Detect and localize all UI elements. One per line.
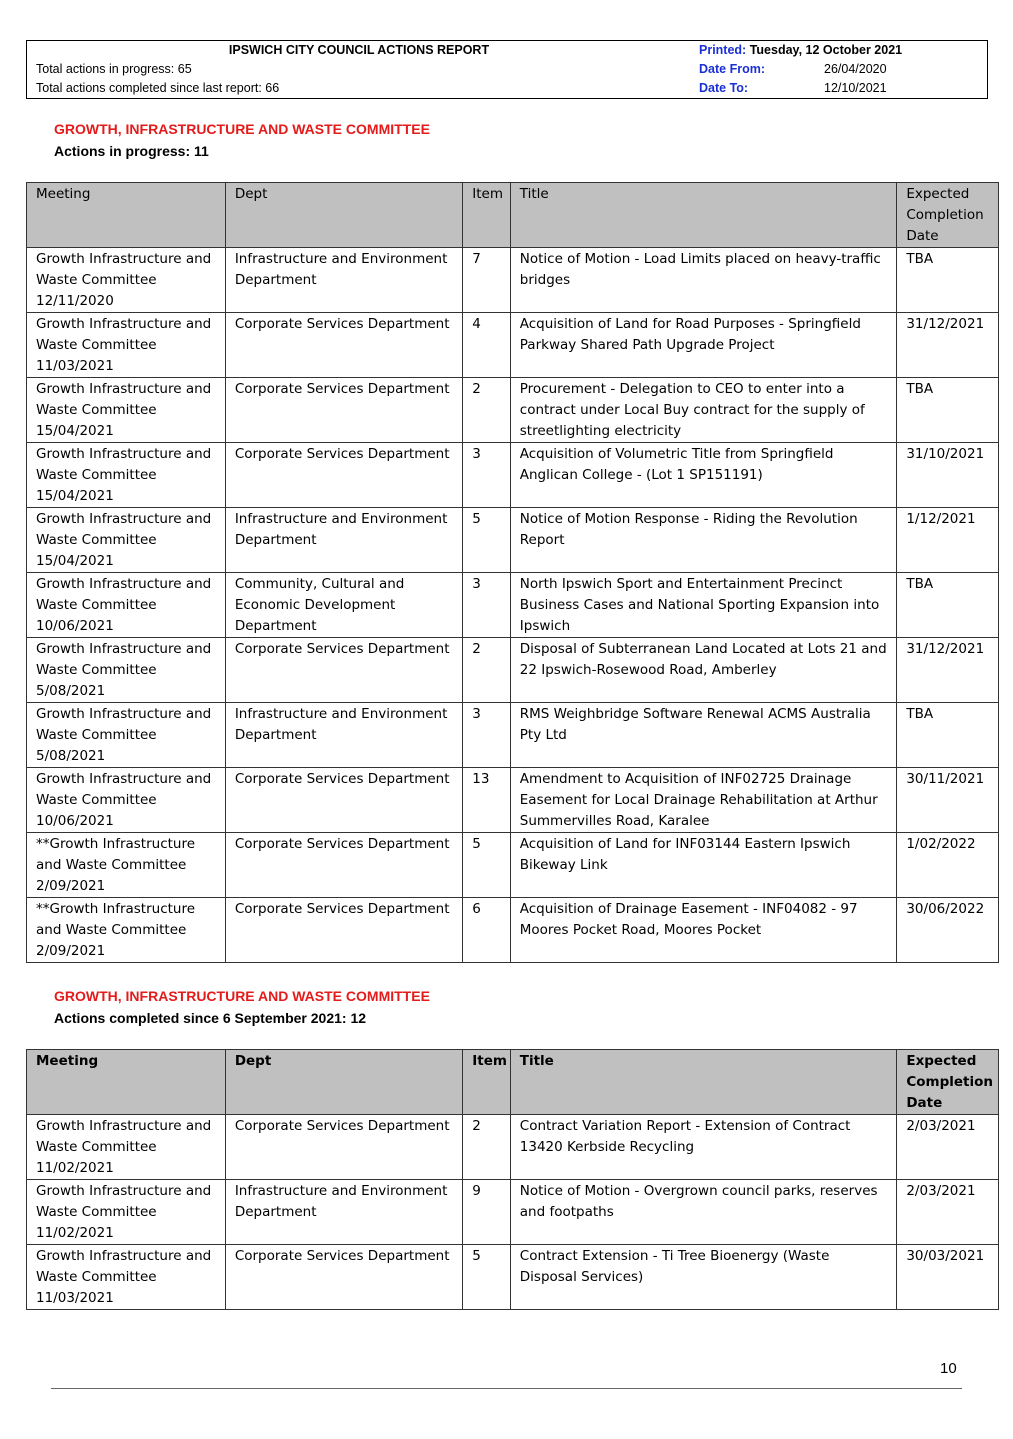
date-to-value: 12/10/2021 xyxy=(824,81,887,95)
cell-expected-date: 31/10/2021 xyxy=(897,443,999,508)
table-row xyxy=(27,508,999,573)
cell-dept: Corporate Services Department xyxy=(225,768,462,833)
cell-dept: Infrastructure and Environment Department xyxy=(225,508,462,573)
table-header-row xyxy=(27,183,999,248)
cell-meeting: Growth Infrastructure and Waste Committee 11/02/2021 xyxy=(27,1180,226,1245)
cell-item: 5 xyxy=(463,508,510,573)
total-completed: Total actions completed since last report: 66 xyxy=(36,81,280,95)
actions-in-progress-table xyxy=(26,182,999,963)
report-header-box xyxy=(26,40,988,99)
cell-meeting: Growth Infrastructure and Waste Committee 5/08/2021 xyxy=(27,638,226,703)
cell-dept: Infrastructure and Environment Department xyxy=(225,1180,462,1245)
col-header-item: Item xyxy=(463,1050,510,1115)
cell-meeting: Growth Infrastructure and Waste Committee 15/04/2021 xyxy=(27,508,226,573)
cell-dept: Corporate Services Department xyxy=(225,1115,462,1180)
table-row xyxy=(27,248,999,313)
cell-dept: Corporate Services Department xyxy=(225,833,462,898)
cell-expected-date: 2/03/2021 xyxy=(897,1180,999,1245)
cell-meeting: Growth Infrastructure and Waste Committee 5/08/2021 xyxy=(27,703,226,768)
actions-completed-table xyxy=(26,1049,999,1310)
table-row xyxy=(27,703,999,768)
col-header-title: Title xyxy=(510,1050,897,1115)
page-number: 10 xyxy=(940,1360,957,1377)
cell-expected-date: 31/12/2021 xyxy=(897,313,999,378)
cell-item: 2 xyxy=(463,638,510,703)
cell-title: Acquisition of Volumetric Title from Springfield Anglican College - (Lot 1 SP151191) xyxy=(510,443,897,508)
table-row xyxy=(27,573,999,638)
col-header-item: Item xyxy=(463,183,510,248)
cell-expected-date: 30/03/2021 xyxy=(897,1245,999,1310)
cell-dept: Corporate Services Department xyxy=(225,313,462,378)
cell-dept: Corporate Services Department xyxy=(225,1245,462,1310)
table-row xyxy=(27,1180,999,1245)
date-to-label: Date To: xyxy=(699,81,749,95)
total-in-progress: Total actions in progress: 65 xyxy=(36,62,192,76)
col-header-title: Title xyxy=(510,183,897,248)
cell-title: RMS Weighbridge Software Renewal ACMS Australia Pty Ltd xyxy=(510,703,897,768)
section-committee-title: GROWTH, INFRASTRUCTURE AND WASTE COMMITTEE xyxy=(54,121,430,137)
cell-meeting: Growth Infrastructure and Waste Committee 11/02/2021 xyxy=(27,1115,226,1180)
cell-expected-date: TBA xyxy=(897,378,999,443)
cell-item: 7 xyxy=(463,248,510,313)
cell-meeting: Growth Infrastructure and Waste Committee 10/06/2021 xyxy=(27,768,226,833)
cell-title: Acquisition of Land for INF03144 Eastern Ipswich Bikeway Link xyxy=(510,833,897,898)
cell-expected-date: TBA xyxy=(897,248,999,313)
cell-meeting: Growth Infrastructure and Waste Committee 15/04/2021 xyxy=(27,378,226,443)
cell-title: Contract Extension - Ti Tree Bioenergy (Waste Disposal Services) xyxy=(510,1245,897,1310)
cell-meeting: **Growth Infrastructure and Waste Committee 2/09/2021 xyxy=(27,898,226,963)
cell-item: 3 xyxy=(463,573,510,638)
cell-dept: Corporate Services Department xyxy=(225,443,462,508)
cell-dept: Community, Cultural and Economic Development Department xyxy=(225,573,462,638)
cell-expected-date: 1/12/2021 xyxy=(897,508,999,573)
cell-expected-date: 1/02/2022 xyxy=(897,833,999,898)
cell-title: Notice of Motion Response - Riding the Revolution Report xyxy=(510,508,897,573)
report-title: IPSWICH CITY COUNCIL ACTIONS REPORT xyxy=(228,43,490,57)
date-from-label: Date From: xyxy=(699,62,765,76)
col-header-date: Expected Completion Date xyxy=(897,1050,999,1115)
cell-title: Acquisition of Land for Road Purposes - Springfield Parkway Shared Path Upgrade Project xyxy=(510,313,897,378)
cell-item: 6 xyxy=(463,898,510,963)
printed-date xyxy=(699,43,902,57)
cell-dept: Infrastructure and Environment Department xyxy=(225,248,462,313)
cell-item: 5 xyxy=(463,833,510,898)
table-row xyxy=(27,443,999,508)
cell-title: Notice of Motion - Load Limits placed on heavy-traffic bridges xyxy=(510,248,897,313)
cell-dept: Infrastructure and Environment Department xyxy=(225,703,462,768)
table-row xyxy=(27,378,999,443)
footer-divider xyxy=(51,1388,962,1389)
cell-title: Procurement - Delegation to CEO to enter into a contract under Local Buy contract for the supply of streetlighting electricity xyxy=(510,378,897,443)
col-header-date: Expected Completion Date xyxy=(897,183,999,248)
cell-title: Disposal of Subterranean Land Located at Lots 21 and 22 Ipswich-Rosewood Road, Amberley xyxy=(510,638,897,703)
cell-expected-date: TBA xyxy=(897,573,999,638)
cell-expected-date: 30/06/2022 xyxy=(897,898,999,963)
cell-item: 5 xyxy=(463,1245,510,1310)
table-row xyxy=(27,768,999,833)
printed-value: Tuesday, 12 October 2021 xyxy=(749,43,903,57)
cell-meeting: Growth Infrastructure and Waste Committee 11/03/2021 xyxy=(27,1245,226,1310)
table-row xyxy=(27,898,999,963)
table-row xyxy=(27,1115,999,1180)
cell-expected-date: 30/11/2021 xyxy=(897,768,999,833)
col-header-dept: Dept xyxy=(225,1050,462,1115)
cell-title: North Ipswich Sport and Entertainment Precinct Business Cases and National Sporting Expansion into Ipswich xyxy=(510,573,897,638)
cell-dept: Corporate Services Department xyxy=(225,378,462,443)
cell-item: 2 xyxy=(463,378,510,443)
cell-title: Acquisition of Drainage Easement - INF04082 - 97 Moores Pocket Road, Moores Pocket xyxy=(510,898,897,963)
cell-item: 3 xyxy=(463,443,510,508)
cell-title: Contract Variation Report - Extension of Contract 13420 Kerbside Recycling xyxy=(510,1115,897,1180)
cell-title: Amendment to Acquisition of INF02725 Drainage Easement for Local Drainage Rehabilitation at Arthur Summervilles Road, Karalee xyxy=(510,768,897,833)
col-header-dept: Dept xyxy=(225,183,462,248)
table-row xyxy=(27,1245,999,1310)
cell-meeting: Growth Infrastructure and Waste Committee 10/06/2021 xyxy=(27,573,226,638)
col-header-meeting: Meeting xyxy=(27,183,226,248)
table-row xyxy=(27,313,999,378)
table-row xyxy=(27,833,999,898)
cell-meeting: Growth Infrastructure and Waste Committee 15/04/2021 xyxy=(27,443,226,508)
printed-label: Printed: xyxy=(699,43,747,57)
cell-item: 9 xyxy=(463,1180,510,1245)
cell-dept: Corporate Services Department xyxy=(225,638,462,703)
cell-dept: Corporate Services Department xyxy=(225,898,462,963)
col-header-meeting: Meeting xyxy=(27,1050,226,1115)
table-header-row xyxy=(27,1050,999,1115)
cell-meeting: Growth Infrastructure and Waste Committee 12/11/2020 xyxy=(27,248,226,313)
cell-expected-date: TBA xyxy=(897,703,999,768)
table-row xyxy=(27,638,999,703)
cell-item: 13 xyxy=(463,768,510,833)
cell-meeting: **Growth Infrastructure and Waste Committee 2/09/2021 xyxy=(27,833,226,898)
cell-item: 3 xyxy=(463,703,510,768)
section-subtitle: Actions in progress: 11 xyxy=(54,143,209,159)
cell-item: 2 xyxy=(463,1115,510,1180)
section-subtitle: Actions completed since 6 September 2021: 12 xyxy=(54,1010,367,1026)
cell-expected-date: 2/03/2021 xyxy=(897,1115,999,1180)
cell-expected-date: 31/12/2021 xyxy=(897,638,999,703)
cell-title: Notice of Motion - Overgrown council parks, reserves and footpaths xyxy=(510,1180,897,1245)
cell-item: 4 xyxy=(463,313,510,378)
cell-meeting: Growth Infrastructure and Waste Committee 11/03/2021 xyxy=(27,313,226,378)
section-committee-title: GROWTH, INFRASTRUCTURE AND WASTE COMMITTEE xyxy=(54,988,430,1004)
date-from-value: 26/04/2020 xyxy=(824,62,887,76)
